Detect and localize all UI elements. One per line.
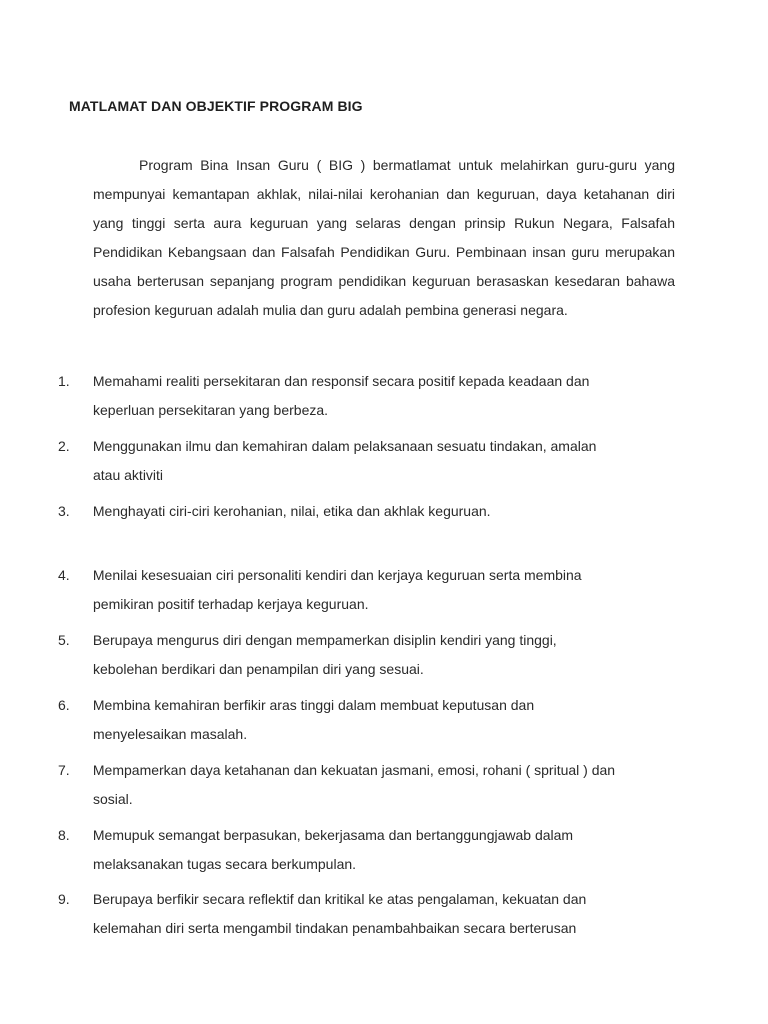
objective-item [0, 626, 768, 691]
objective-number: 9. [58, 891, 70, 908]
objective-text [89, 497, 689, 526]
objective-text [89, 432, 689, 490]
objective-line-1: Memupuk semangat berpasukan, bekerjasama dan bertanggungjawab dalam [89, 826, 574, 843]
objective-line-1: Mempamerkan daya ketahanan dan kekuatan jasmani, emosi, rohani ( spritual ) dan [89, 761, 616, 778]
objective-number: 4. [58, 567, 70, 584]
objective-line-2: melaksanakan tugas secara berkumpulan. [93, 855, 357, 872]
objective-number: 7. [58, 761, 70, 778]
objective-line-2: kelemahan diri serta mengambil tindakan penambahbaikan secara berterusan [93, 920, 577, 937]
objective-line-1: Menilai kesesuaian ciri personaliti kendiri dan kerjaya keguruan serta membina [89, 567, 582, 584]
objective-item [0, 497, 768, 562]
objective-text [89, 821, 689, 879]
objective-number: 3. [58, 502, 70, 519]
objective-line-1: Berupaya berfikir secara reflektif dan kritikal ke atas pengalaman, kekuatan dan [89, 891, 587, 908]
objective-number: 2. [58, 437, 70, 454]
objective-line-2: keperluan persekitaran yang berbeza. [93, 402, 329, 418]
objective-line-2: sosial. [93, 790, 133, 807]
objective-line-1: Membina kemahiran berfikir aras tinggi dalam membuat keputusan dan [89, 696, 535, 713]
intro-paragraph: Program Bina Insan Guru ( BIG ) bermatlamat untuk melahirkan guru-guru yang mempunyai kemantapan akhlak, nilai-nilai kerohanian dan keguruan, daya ketahanan diri yang tinggi serta aura keguruan yang selaras dengan prinsip Rukun Negara, Falsafah Pendidikan Kebangsaan dan Falsafah Pendidikan Guru. Pembinaan insan guru merupakan usaha berterusan sepanjang program pendidikan keguruan berasaskan kesedaran bahawa profesion keguruan adalah mulia dan guru adalah pembina generasi negara. [93, 157, 675, 318]
objective-item [0, 691, 768, 756]
objective-line-1: Memahami realiti persekitaran dan responsif secara positif kepada keadaan dan [89, 373, 590, 389]
objective-line-1: Menghayati ciri-ciri kerohanian, nilai, etika dan akhlak keguruan. [89, 502, 491, 519]
objective-line-2: menyelesaikan masalah. [93, 725, 248, 742]
objective-item [0, 885, 768, 950]
objective-item [0, 432, 768, 497]
objective-line-1: Berupaya mengurus diri dengan mempamerkan disiplin kendiri yang tinggi, [89, 632, 557, 649]
objective-text [89, 626, 689, 684]
objective-line-2: kebolehan berdikari dan penampilan diri yang sesuai. [93, 661, 424, 678]
objective-text [89, 691, 689, 749]
objective-text [89, 561, 689, 619]
objective-number: 8. [58, 826, 70, 843]
objective-number: 6. [58, 696, 70, 713]
objective-text [89, 756, 689, 814]
objective-item [0, 367, 768, 432]
objective-item [0, 561, 768, 626]
objective-text [89, 885, 689, 943]
objectives-list [0, 367, 768, 950]
objective-line-1: Menggunakan ilmu dan kemahiran dalam pelaksanaan sesuatu tindakan, amalan [89, 437, 597, 454]
objective-number: 1. [58, 373, 70, 389]
objective-line-2: atau aktiviti [93, 466, 164, 483]
document-title: MATLAMAT DAN OBJEKTIF PROGRAM BIG [69, 98, 363, 114]
objective-line-2: pemikiran positif terhadap kerjaya keguruan. [93, 596, 369, 613]
objective-text [89, 367, 689, 425]
objective-item [0, 756, 768, 821]
objective-number: 5. [58, 632, 70, 649]
objective-item [0, 821, 768, 886]
